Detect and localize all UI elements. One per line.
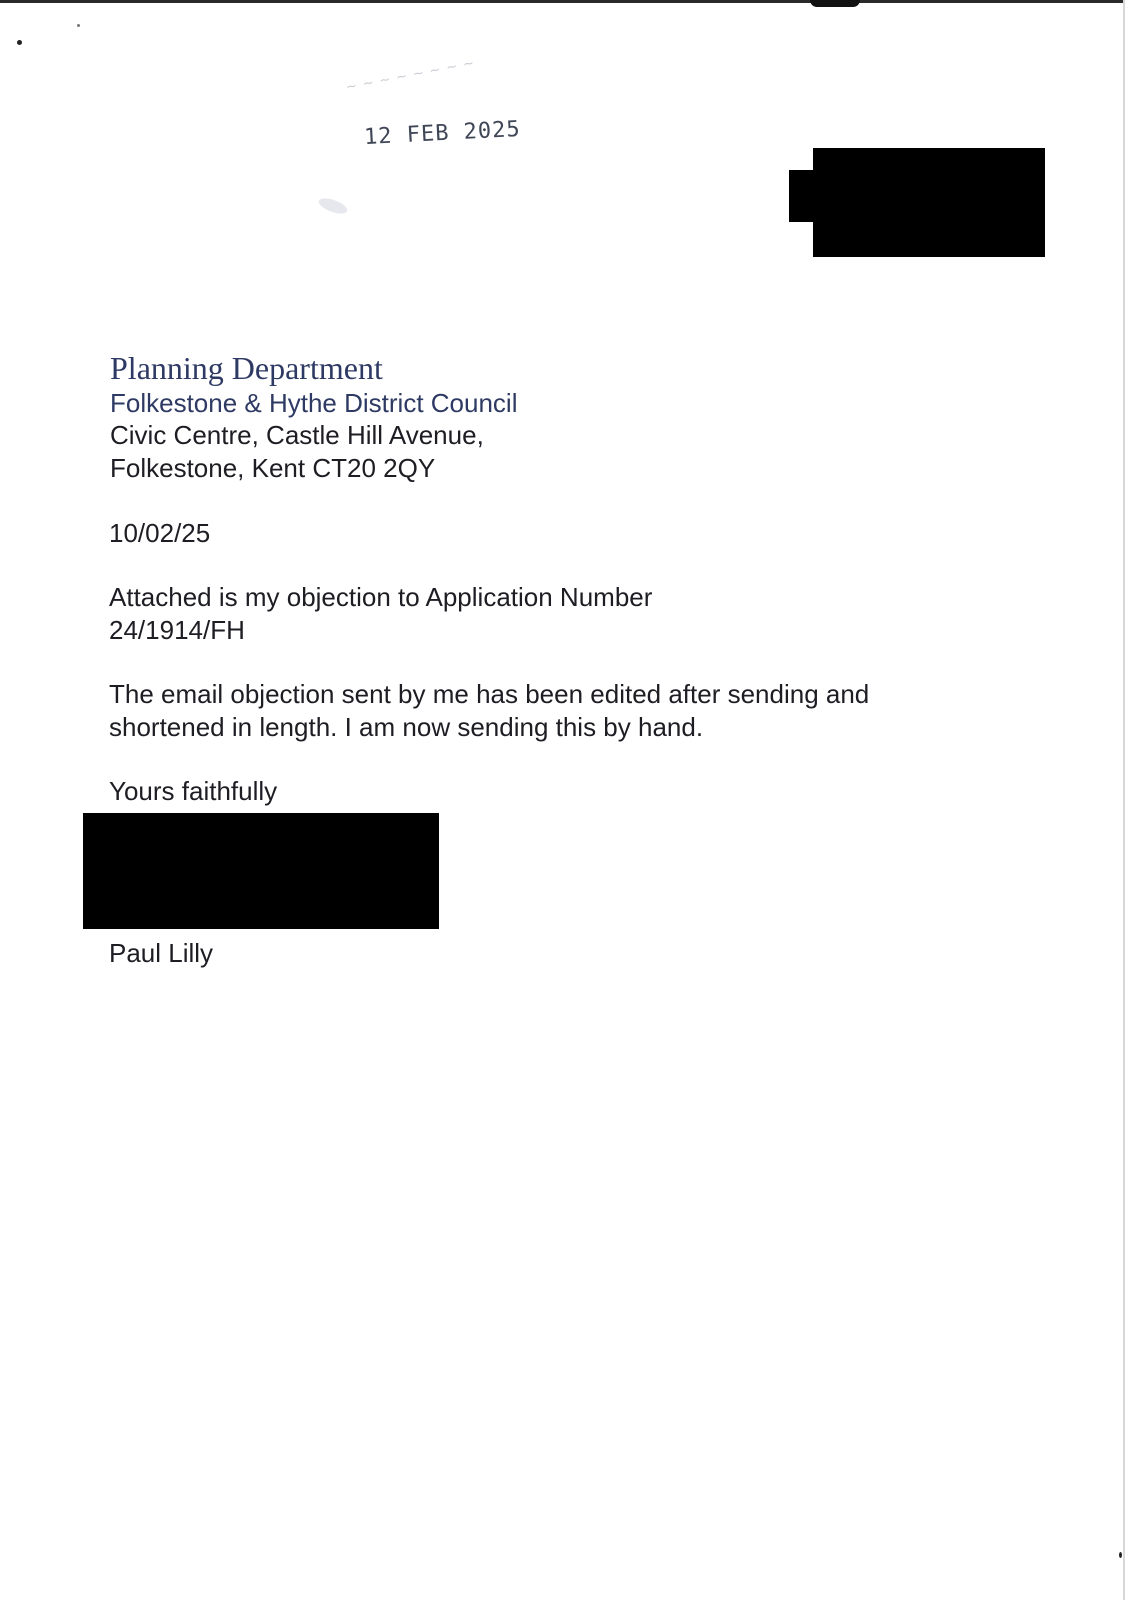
explanation-line-2: shortened in length. I am now sending this by hand. <box>109 712 704 742</box>
scan-top-notch <box>810 0 860 7</box>
redaction-sender-address <box>813 148 1045 257</box>
objection-line-1: Attached is my objection to Application Number <box>109 582 653 612</box>
scan-speck <box>17 40 22 45</box>
redaction-sender-address-tab <box>789 170 815 222</box>
recipient-address-block <box>110 349 517 485</box>
recipient-department: Planning Department <box>110 350 383 386</box>
explanation-line-1: The email objection sent by me has been edited after sending and <box>109 679 870 709</box>
scan-top-edge <box>0 0 1125 3</box>
received-stamp-smudge <box>317 195 349 217</box>
recipient-council: Folkestone & Hythe District Council <box>110 388 518 418</box>
signatory-name: Paul Lilly <box>109 938 214 968</box>
scan-speck <box>1119 1552 1122 1558</box>
scan-speck <box>77 24 80 27</box>
received-stamp-date: 12 FEB 2025 <box>363 116 522 151</box>
objection-paragraph <box>109 581 652 647</box>
received-stamp-faint-text: ~ ~ ~ ~ ~ ~ ~ ~ <box>344 55 477 96</box>
closing-salutation: Yours faithfully <box>109 776 278 806</box>
recipient-address-line-2: Folkestone, Kent CT20 2QY <box>110 453 436 483</box>
recipient-address-line-1: Civic Centre, Castle Hill Avenue, <box>110 420 484 450</box>
letter-date: 10/02/25 <box>109 518 211 548</box>
explanation-paragraph <box>109 678 869 744</box>
application-number: 24/1914/FH <box>109 615 245 645</box>
redaction-signature <box>83 813 439 929</box>
